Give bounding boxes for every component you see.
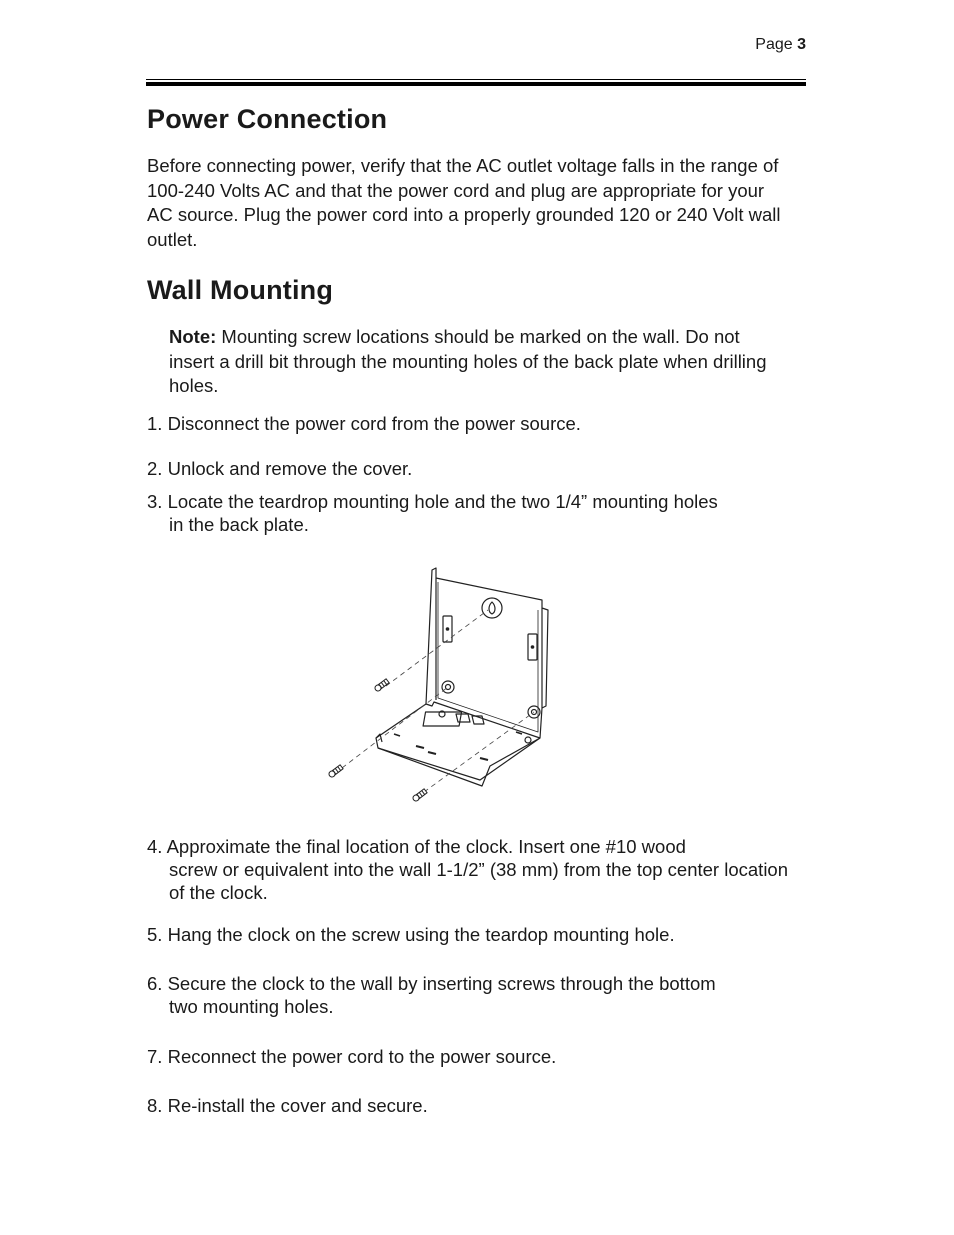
step-text: Disconnect the power cord from the power source. — [167, 413, 581, 434]
mounting-note — [169, 325, 789, 399]
step-text: Re-install the cover and secure. — [167, 1095, 428, 1116]
step-8 — [147, 1094, 797, 1117]
step-6 — [147, 972, 797, 1018]
step-number: 6. — [147, 973, 163, 994]
step-text: Unlock and remove the cover. — [167, 458, 413, 479]
note-text: Mounting screw locations should be marked on the wall. Do not insert a drill bit through the mounting holes of the back plate when drilling holes. — [169, 326, 767, 396]
back-plate-illustration — [320, 562, 560, 804]
step-5 — [147, 923, 797, 946]
step-text-continued: screw or equivalent into the wall 1-1/2” (38 mm) from the top center location of the clock. — [169, 859, 789, 903]
step-number: 3. — [147, 491, 163, 512]
step-number: 2. — [147, 458, 163, 479]
step-text-continued: two mounting holes. — [169, 996, 334, 1017]
step-text-continued: in the back plate. — [169, 514, 309, 535]
step-text: Hang the clock on the screw using the teardop mounting hole. — [167, 924, 675, 945]
step-4 — [147, 835, 797, 904]
step-1 — [147, 412, 797, 435]
step-2 — [147, 457, 797, 480]
step-number: 7. — [147, 1046, 163, 1067]
step-number: 1. — [147, 413, 163, 434]
step-3 — [147, 490, 797, 536]
step-text: Approximate the final location of the clock. Insert one #10 wood — [166, 836, 686, 857]
step-number: 4. — [147, 836, 163, 857]
power-connection-heading: Power Connection — [147, 104, 388, 134]
step-text: Reconnect the power cord to the power source. — [167, 1046, 557, 1067]
step-number: 5. — [147, 924, 163, 945]
step-number: 8. — [147, 1095, 163, 1116]
page-label: Page — [755, 36, 793, 53]
header-rule-thick — [146, 82, 806, 86]
step-text: Locate the teardrop mounting hole and the two 1/4” mounting holes — [167, 491, 718, 512]
header-rule-thin — [146, 79, 806, 80]
power-connection-body: Before connecting power, verify that the AC outlet voltage falls in the range of 100-240 Volts AC and that the power cord and plug are appropriate for your AC source. Plug the power cord into a properly grounded 120 or 240 Volt wall outlet. — [147, 155, 781, 250]
step-7 — [147, 1045, 797, 1068]
wall-mounting-heading: Wall Mounting — [147, 275, 334, 305]
page-number-value: 3 — [797, 36, 806, 53]
page-number — [755, 36, 806, 54]
step-text: Secure the clock to the wall by inserting screws through the bottom — [167, 973, 716, 994]
note-label: Note: — [169, 326, 217, 347]
